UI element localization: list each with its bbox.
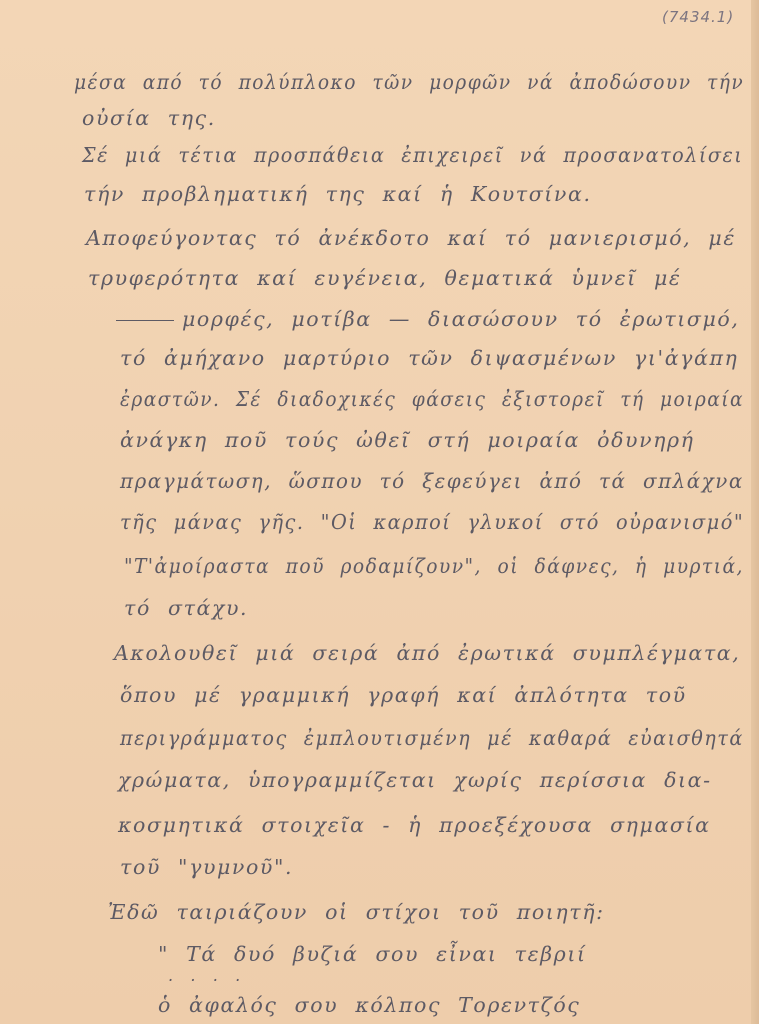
text-line: οὐσία της. [82, 106, 216, 130]
text-line: χρώματα, ὑπογραμμίζεται χωρίς περίσσια δια- [118, 768, 712, 792]
text-line: Ἐδῶ ταιριάζουν οἱ στίχοι τοῦ ποιητῆ: [108, 900, 605, 924]
text-line: τρυφερότητα καί ευγένεια, θεματικά ὑμνεῖ μέ [88, 266, 682, 290]
text-line: τήν προβληματική της καί ἡ Κουτσίνα. [84, 182, 592, 206]
text-line: τό ἀμήχανο μαρτύριο τῶν διψασμένων γι'ἀγάπη [120, 346, 739, 370]
text-line: μέσα από τό πολύπλοκο τῶν μορφῶν νά ἀποδώσουν τήν [74, 70, 745, 94]
ellipsis-line: . . . . [168, 966, 242, 985]
text-line: ἐραστῶν. Σέ διαδοχικές φάσεις ἐξιστορεῖ τή μοιραία [120, 387, 744, 411]
text-line: Αποφεύγοντας τό ἀνέκδοτο καί τό μανιερισμό, μέ [86, 226, 736, 250]
text-line: πραγμάτωση, ὥσπου τό ξεφεύγει ἀπό τά σπλάχνα [120, 469, 744, 493]
text-line: τῆς μάνας γῆς. "Οἱ καρποί γλυκοί στό οὐρανισμό" [120, 510, 745, 534]
text-line: ὁ ἀφαλός σου κόλπος Τορεντζός [158, 993, 581, 1017]
paper-edge [751, 0, 759, 1024]
text-line: ὅπου μέ γραμμική γραφή καί ἀπλότητα τοῦ [120, 683, 687, 707]
text-line: τοῦ "γυμνοῦ". [120, 855, 294, 879]
reference-number: (7434.1) [662, 8, 735, 26]
text-line: κοσμητικά στοιχεῖα - ἡ προεξέχουσα σημασία [118, 813, 711, 837]
text-line: Ακολουθεῖ μιά σειρά ἀπό ἐρωτικά συμπλέγματα, [114, 641, 741, 665]
text-line [108, 307, 740, 331]
text-line: " Τά δυό βυζιά σου εἶναι τεβριί [158, 942, 587, 966]
text-line: "Τ'ἀμοίραστα ποῦ ροδαμίζουν", οἱ δάφνες, ἡ μυρτιά, [124, 554, 744, 578]
text-line-content: μορφές, μοτίβα — διασώσουν τό ἐρωτισμό, [182, 307, 740, 331]
dash-mark [116, 320, 174, 321]
text-line: τό στάχυ. [124, 596, 249, 620]
text-line: περιγράμματος ἐμπλουτισμένη μέ καθαρά εὐαισθητά [120, 726, 744, 750]
text-line: Σέ μιά τέτια προσπάθεια ἐπιχειρεῖ νά προσανατολίσει [82, 143, 744, 167]
text-line: ἀνάγκη ποῦ τούς ὠθεῖ στή μοιραία ὀδυνηρή [120, 428, 695, 452]
